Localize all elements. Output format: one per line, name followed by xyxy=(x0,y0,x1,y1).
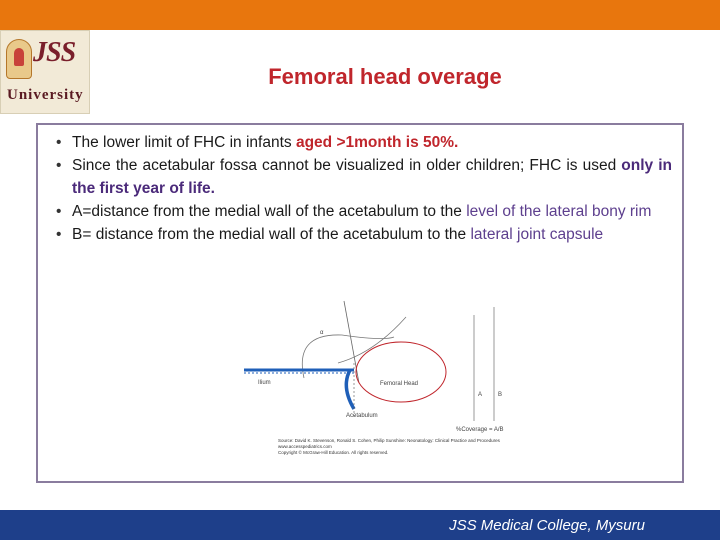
hip-coverage-diagram xyxy=(234,297,604,462)
logo-name: University xyxy=(7,87,84,103)
top-accent-bar xyxy=(0,0,720,30)
logo-mark: JSS xyxy=(33,37,76,68)
bullet-text: B= distance from the medial wall of the acetabulum to the xyxy=(72,226,471,243)
bullet-list xyxy=(56,131,672,246)
a-label: A xyxy=(478,392,483,398)
copyright-line: Copyright © McGraw-Hill Education. All rights reserved. xyxy=(278,450,389,455)
coverage-formula: %Coverage = A/B xyxy=(456,427,504,433)
bullet-item xyxy=(56,223,672,246)
bullet-highlight: only in the first year of life. xyxy=(72,157,672,197)
acetabulum-curve xyxy=(346,370,354,409)
femoral-head-label: Femoral Head xyxy=(380,381,419,387)
source-url: www.accesspediatrics.com xyxy=(278,444,332,449)
bullet-highlight: aged >1month is 50%. xyxy=(295,134,459,151)
b-label: B xyxy=(498,392,503,398)
source-line: Source: David K. Stevenson, Ronald S. Cohen, Philip Sunshine: Neonatology: Clinical Practice and Procedures xyxy=(278,438,500,443)
ilium-label: Ilium xyxy=(258,380,271,386)
content-box xyxy=(36,123,684,483)
bullet-text: A=distance from the medial wall of the acetabulum to the xyxy=(72,203,467,220)
bullet-item xyxy=(56,154,672,200)
acetabulum-label: Acetabulum xyxy=(346,413,378,419)
jss-university-logo xyxy=(0,30,90,114)
footer-bar xyxy=(0,510,720,540)
bullet-item xyxy=(56,131,672,154)
bullet-highlight: level of the lateral bony rim xyxy=(466,203,652,220)
femoral-head-circle xyxy=(356,342,446,402)
bullet-item xyxy=(56,200,672,223)
alpha-label: α xyxy=(320,330,324,336)
bullet-text: The lower limit of FHC in infants xyxy=(72,134,296,151)
emblem-icon xyxy=(6,39,32,79)
bullet-highlight: lateral joint capsule xyxy=(470,226,604,243)
slide-title: Femoral head overage xyxy=(268,64,502,89)
bullet-text: Since the acetabular fossa cannot be visualized in older children; FHC is used xyxy=(72,157,622,174)
footer-text: JSS Medical College, Mysuru xyxy=(449,517,645,534)
